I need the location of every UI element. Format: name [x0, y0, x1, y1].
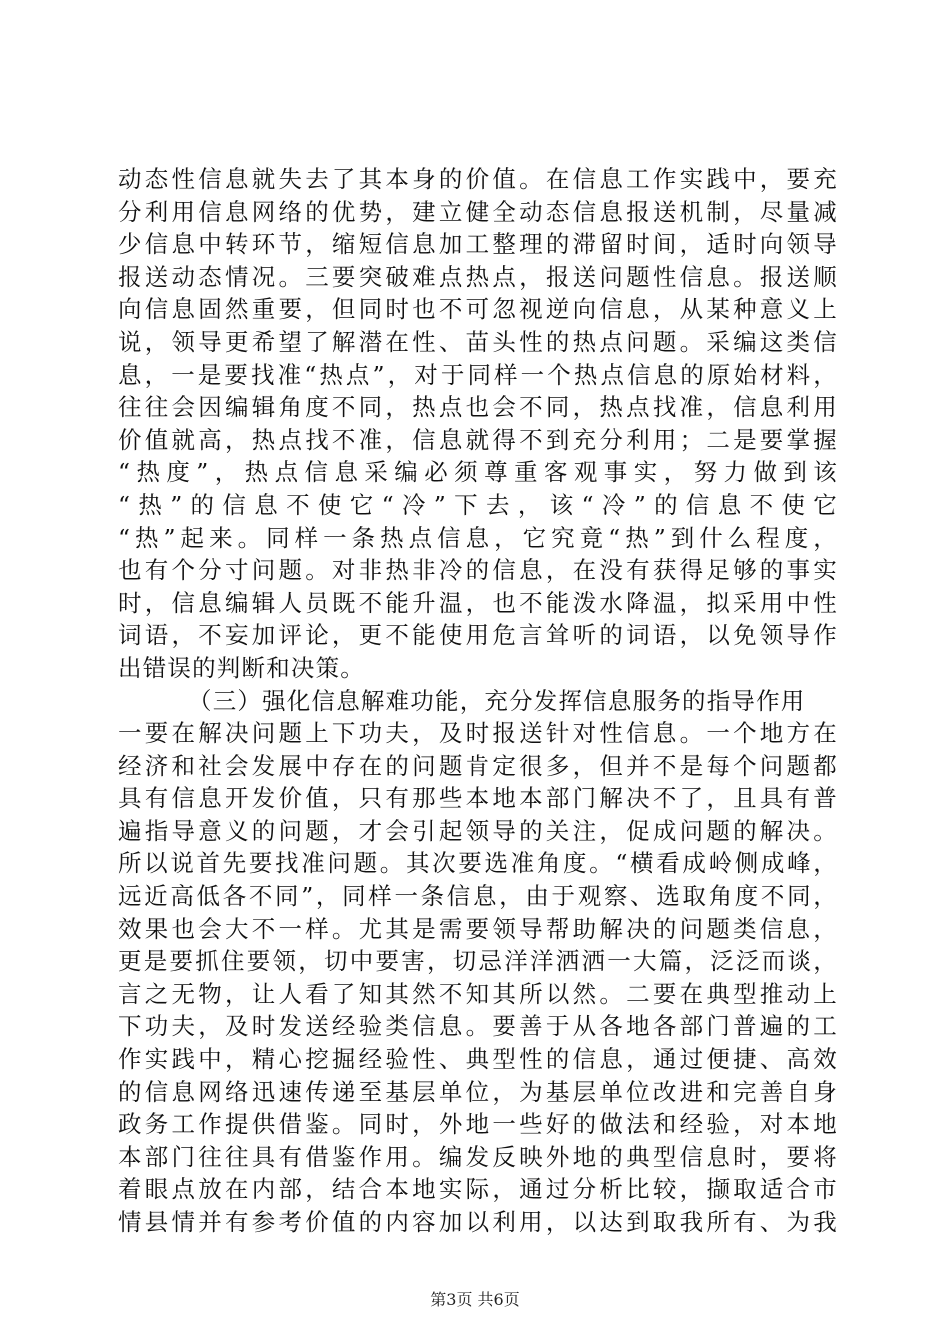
text-line: 动态性信息就失去了其本身的价值。在信息工作实践中，要充 — [118, 165, 838, 193]
text-line: 所以说首先要找准问题。其次要选准角度。“横看成岭侧成峰， — [118, 849, 838, 878]
text-line: 政务工作提供借鉴。同时，外地一些好的做法和经验，对本地 — [118, 1110, 838, 1139]
text-line: “热”的信息不使它“冷”下去，该“冷”的信息不使它 — [118, 490, 838, 519]
text-line: “热度”，热点信息采编必须尊重客观事实，努力做到该 — [118, 458, 838, 487]
text-line: 时，信息编辑人员既不能升温，也不能泼水降温，拟采用中性 — [118, 588, 838, 617]
text-line: 远近高低各不同”，同样一条信息，由于观察、选取角度不同， — [118, 882, 838, 911]
text-line: 本部门往往具有借鉴作用。编发反映外地的典型信息时，要将 — [118, 1142, 838, 1171]
text-line: 情县情并有参考价值的内容加以利用，以达到取我所有、为我 — [118, 1208, 838, 1236]
text-line: 着眼点放在内部，结合本地实际，通过分析比较，撷取适合市 — [118, 1175, 838, 1204]
text-line: 遍指导意义的问题，才会引起领导的关注，促成问题的解决。 — [118, 816, 838, 845]
text-line: 出错误的判断和决策。 — [118, 653, 365, 682]
text-line: 价值就高，热点找不准，信息就得不到充分利用；二是要掌握 — [118, 425, 838, 454]
text-line: 息，一是要找准“热点”，对于同样一个热点信息的原始材料， — [118, 360, 838, 389]
page-footer — [0, 1290, 950, 1310]
text-line: 的信息网络迅速传递至基层单位，为基层单位改进和完善自身 — [118, 1077, 838, 1106]
body-text — [118, 163, 838, 1239]
text-line: 效果也会大不一样。尤其是需要领导帮助解决的问题类信息， — [118, 914, 838, 943]
text-line: 言之无物，让人看了知其然不知其所以然。二要在典型推动上 — [118, 979, 838, 1008]
text-line: 向信息固然重要，但同时也不可忽视逆向信息，从某种意义上 — [118, 295, 838, 324]
text-line: “热”起来。同样一条热点信息，它究竟“热”到什么程度， — [118, 523, 838, 552]
text-line: 更是要抓住要领，切中要害，切忌洋洋洒洒一大篇，泛泛而谈， — [118, 947, 838, 976]
page-number: 第3页 共6页 — [430, 1290, 520, 1309]
text-line: 一要在解决问题上下功夫，及时报送针对性信息。一个地方在 — [118, 719, 838, 748]
text-line: 少信息中转环节，缩短信息加工整理的滞留时间，适时向领导 — [118, 230, 838, 259]
text-line: 词语，不妄加评论，更不能使用危言耸听的词语，以免领导作 — [118, 621, 838, 650]
text-line: 也有个分寸问题。对非热非冷的信息，在没有获得足够的事实 — [118, 556, 838, 585]
section-heading: （三）强化信息解难功能，充分发挥信息服务的指导作用 — [188, 686, 806, 715]
text-line: 下功夫，及时发送经验类信息。要善于从各地各部门普遍的工 — [118, 1012, 838, 1041]
text-line: 经济和社会发展中存在的问题肯定很多，但并不是每个问题都 — [118, 751, 838, 780]
text-line: 作实践中，精心挖掘经验性、典型性的信息，通过便捷、高效 — [118, 1045, 838, 1074]
text-line: 具有信息开发价值，只有那些本地本部门解决不了，且具有普 — [118, 784, 838, 813]
text-line: 往往会因编辑角度不同，热点也会不同，热点找准，信息利用 — [118, 393, 838, 422]
text-line: 说，领导更希望了解潜在性、苗头性的热点问题。采编这类信 — [118, 327, 838, 356]
text-line: 报送动态情况。三要突破难点热点，报送问题性信息。报送顺 — [118, 262, 838, 291]
text-line: 分利用信息网络的优势，建立健全动态信息报送机制，尽量减 — [118, 197, 838, 226]
